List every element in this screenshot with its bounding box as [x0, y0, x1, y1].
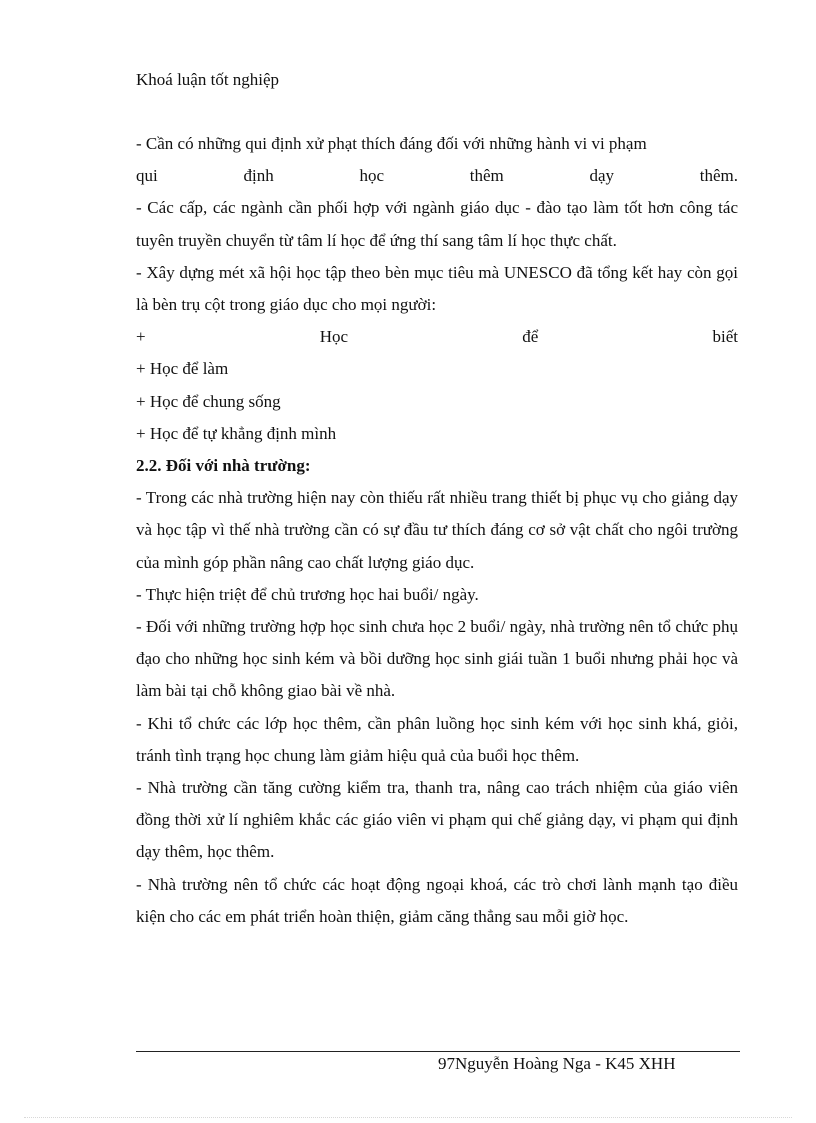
word: biết	[712, 327, 738, 347]
paragraph-7: - Khi tổ chức các lớp học thêm, cần phân luồng học sinh kém với học sinh khá, giỏi, tránh tình trạng học chung làm giảm hiệu quả của buổi học thêm.	[136, 713, 738, 765]
word: dạy	[589, 166, 614, 186]
list-item-2: + Học để làm	[136, 359, 229, 379]
list-item-4: + Học để tự khẳng định mình	[136, 423, 337, 443]
footer-author: Nguyễn Hoàng Nga - K45 XHH	[455, 1054, 676, 1073]
paragraph-3: - Xây dựng mét xã hội học tập theo bèn mục tiêu mà UNESCO đã tổng kết hay còn gọi là bèn trụ cột trong giáo dục cho mọi người:	[136, 262, 738, 315]
word: Học	[319, 327, 349, 347]
word: định	[243, 166, 274, 186]
paragraph-5: - Thực hiện triệt để chủ trương học hai buổi/ ngày.	[136, 584, 479, 604]
paragraph-9: - Nhà trường nên tổ chức các hoạt động ngoại khoá, các trò chơi lành mạnh tạo điều kiện cho các em phát triển hoàn thiện, giảm căng thẳng sau mỗi giờ học.	[136, 874, 738, 926]
paragraph-2: - Các cấp, các ngành cần phối hợp với ngành giáo dục - đào tạo làm tốt hơn công tác tuyên truyền chuyển từ tâm lí học để ứng thí sang tâm lí học thực chất.	[136, 198, 738, 250]
word: +	[136, 327, 146, 347]
page-footer	[438, 1054, 676, 1074]
document-body	[136, 128, 738, 933]
list-item-1	[136, 321, 738, 353]
word: để	[522, 327, 539, 347]
page-edge-divider	[24, 1117, 792, 1118]
word: qui	[136, 166, 158, 186]
paragraph-1-line-2	[136, 160, 738, 192]
paragraph-8: - Nhà trường cần tăng cường kiểm tra, thanh tra, nâng cao trách nhiệm của giáo viên đồng thời xử lí nghiêm khắc các giáo viên vi phạm qui chế giảng dạy, vi phạm qui định dạy thêm, học thêm.	[136, 778, 738, 862]
page-number: 97	[438, 1054, 455, 1073]
footer-divider	[136, 1051, 740, 1052]
section-heading: 2.2. Đối với nhà trường:	[136, 456, 311, 476]
word: học	[359, 166, 384, 186]
running-header: Khoá luận tốt nghiệp	[136, 70, 280, 89]
paragraph-4: - Trong các nhà trường hiện nay còn thiếu rất nhiều trang thiết bị phục vụ cho giảng dạy và học tập vì thế nhà trường cần có sự đầu tư thích đáng cơ sở vật chất cho ngôi trường của mình góp phần nâng cao chất lượng giáo dục.	[136, 488, 738, 572]
paragraph-1-line-1: - Cần có những qui định xử phạt thích đáng đối với những hành vi vi phạm	[136, 134, 647, 153]
paragraph-6: - Đối với những trường hợp học sinh chưa học 2 buổi/ ngày, nhà trường nên tổ chức phụ đạo cho những học sinh kém và bồi dưỡng học sinh giái tuần 1 buổi nhưng phải học và làm bài tại chỗ không giao bài về nhà.	[136, 617, 738, 701]
word: thêm	[469, 166, 504, 186]
list-item-3: + Học để chung sống	[136, 391, 281, 411]
word: thêm.	[699, 166, 738, 186]
